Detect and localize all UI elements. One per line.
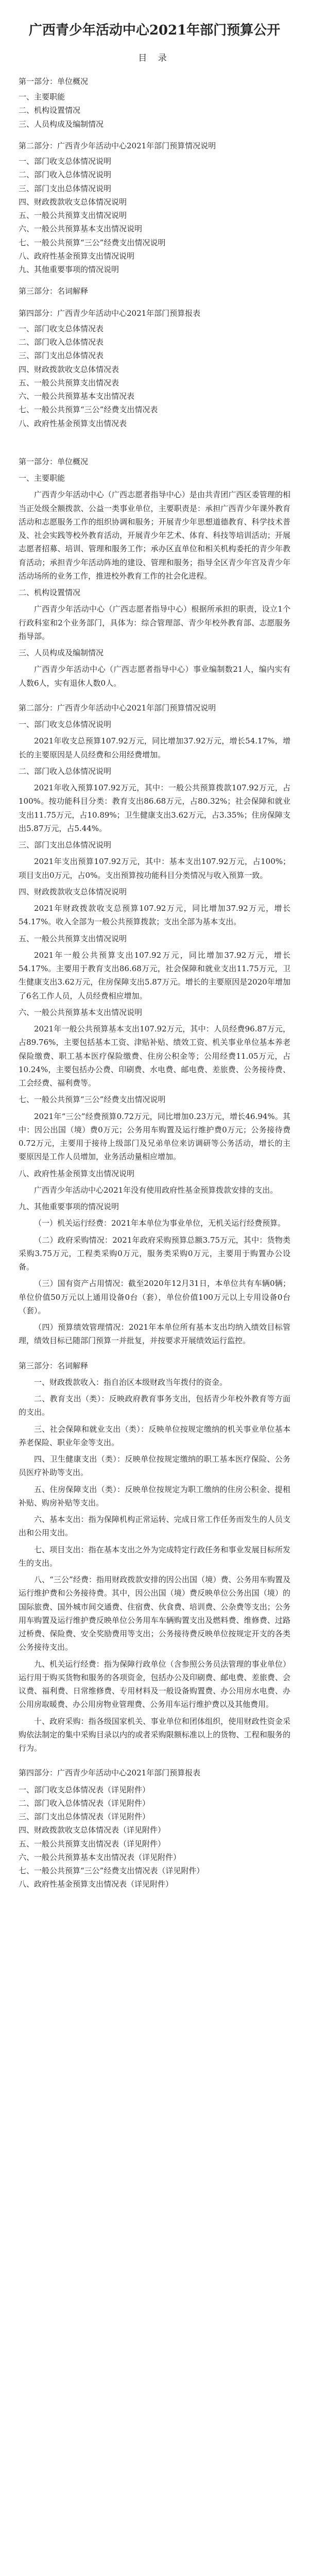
toc-part-label: 第四部分：广西青少年活动中心2021年部门预算报表 — [19, 308, 201, 318]
toc-entry: 七、一般公共预算“三公”经费支出情况表 — [19, 405, 158, 415]
toc-entry: 一、部门收支总体情况表 — [19, 324, 104, 333]
toc-entry: 五、一般公共预算支出情况说明 — [19, 211, 127, 221]
glossary-term: 五、住房保障支出（类）：反映单位按规定为职工缴纳的住房公积金、提租补贴、购房补贴等支出。 — [19, 1484, 290, 1507]
section-heading: 八、政府性基金预算支出情况说明 — [19, 1168, 135, 1178]
body-paragraph: （一）机关运行经费：2021年本单位为事业单位，无机关运行经费预算。 — [34, 1218, 286, 1228]
toc-entry: 八、政府性基金预算支出情况说明 — [19, 251, 135, 261]
toc-entry: 三、部门支出总体情况表 — [19, 351, 104, 361]
body-paragraph: 2021年财政拨款收支总预算107.92万元，同比增加37.92万元，增长54.17%。收入全部为一般公共预算拨款；支出全部为基本支出。 — [19, 904, 290, 927]
document-title: 广西青少年活动中心2021年部门预算公开 — [28, 23, 281, 38]
glossary-term: 三、社会保障和就业支出（类）：反映单位按规定缴纳的机关事业单位基本养老保险、职业年金等支出。 — [19, 1424, 290, 1447]
report-table-entry: 七、一般公共预算“三公”经费支出情况表（详见附件） — [19, 1866, 204, 1876]
body-paragraph: （四）预算绩效管理情况：2021年本单位所有基本支出均纳入绩效目标管理，绩效目标已随部门预算一并批复，并按要求开展绩效运行监控。 — [19, 1323, 290, 1346]
glossary-term: 十、政府采购：指各级国家机关、事业单位和团体组织，使用财政性资金采购依法制定的集中采购目录以内的或者采购限额标准以上的货物、工程和服务的行为。 — [19, 1716, 290, 1753]
glossary-term: 四、卫生健康支出（类）：反映单位按规定缴纳的职工基本医疗保险、公务员医疗补助等支出。 — [19, 1454, 290, 1478]
part-heading: 第三部分：名词解释 — [19, 1361, 89, 1370]
body-paragraph: 2021年“三公”经费预算0.72万元，同比增加0.23万元，增长46.94%。其中：因公出国（境）费0万元；公务用车购置及运行维护费0万元；公务接待费0.72万元，主要用于接待上级部门及兄弟单位来访调研等公务活动，增长的主要原因是工作人员增加，业务活动量相应增加。 — [19, 1111, 290, 1162]
section-heading: 一、部门收支总体情况说明 — [19, 720, 112, 730]
glossary-term: 二、教育支出（类）：反映政府教育事务支出，包括青少年校外教育等方面的支出。 — [19, 1394, 290, 1417]
glossary-term: 六、基本支出：指为保障机构正常运转、完成日常工作任务而发生的人员支出和公用支出。 — [19, 1515, 290, 1538]
report-table-entry: 五、一般公共预算支出情况表（详见附件） — [19, 1839, 166, 1849]
body-paragraph: 2021年一般公共预算支出107.92万元，同比增加37.92万元，增长54.17%。主要用于教育支出86.68万元，社会保障和就业支出11.75万元，卫生健康支出3.62万元，住房保障支出5.87万元。增长的主要原因是2020年增加了6名工作人员，人员经费相应增加。 — [19, 950, 290, 1001]
section-heading: 五、一般公共预算支出情况说明 — [19, 934, 127, 943]
report-table-entry: 三、部门支出总体情况表（详见附件） — [19, 1812, 150, 1822]
part-budget-tables — [19, 1766, 290, 1891]
toc-entry: 四、财政拨款收支总体情况说明 — [19, 197, 127, 207]
toc-entry: 一、主要职能 — [19, 92, 65, 102]
body-paragraph: 2021年支出预算107.92万元，其中：基本支出107.92万元，占100%；项目支出0万元，占0%。支出预算按功能科目分类情况与收入预算一致。 — [19, 857, 290, 880]
part-heading: 第二部分：广西青少年活动中心2021年部门预算情况说明 — [19, 703, 216, 713]
part-glossary — [19, 1359, 290, 1755]
section-heading: 三、人员构成及编制情况 — [19, 648, 104, 658]
toc-entry: 七、一般公共预算“三公”经费支出情况说明 — [19, 238, 166, 247]
toc-entry: 九、其他重要事项的情况说明 — [19, 265, 119, 275]
section-heading: 六、一般公共预算基本支出情况说明 — [19, 1007, 143, 1017]
section-heading: 四、财政拨款收支总体情况说明 — [19, 887, 127, 896]
body-paragraph: 2021年收入预算107.92万元，其中：一般公共预算拨款107.92万元，占100%。按功能科目分类：教育支出86.68万元，占80.32%；社会保障和就业支出11.75万元，占10.89%；卫生健康支出3.62万元，占3.35%；住房保障支出5.87万元，占5.44%。 — [19, 783, 290, 833]
report-table-entry: 六、一般公共预算基本支出情况表（详见附件） — [19, 1852, 181, 1862]
section-heading: 九、其他重要事项的情况说明 — [19, 1202, 119, 1212]
toc-entry: 二、部门收入总体情况表 — [19, 337, 104, 347]
part-heading: 第四部分：广西青少年活动中心2021年部门预算报表 — [19, 1768, 201, 1778]
report-table-entry: 一、部门收支总体情况表（详见附件） — [19, 1785, 150, 1794]
toc-entry: 二、部门收入总体情况说明 — [19, 170, 112, 180]
toc-entry: 八、政府性基金预算支出情况表 — [19, 418, 127, 428]
toc-entry: 三、人员构成及编制情况 — [19, 119, 104, 129]
body-paragraph: 广西青少年活动中心（广西志愿者指导中心）根据所承担的职责，设立1个行政科室和2个业务部门，具体为：综合管理部、青少年校外教育部、志愿服务指导部。 — [19, 604, 290, 641]
glossary-term: 七、项目支出：指在基本支出之外为完成特定行政任务和事业发展目标所发生的支出。 — [19, 1545, 290, 1568]
section-heading: 二、机构设置情况 — [19, 588, 81, 598]
glossary-term: 一、财政拨款收入：指自治区本级财政当年拨付的资金。 — [34, 1377, 228, 1387]
glossary-term: 八、“三公”经费：指用财政拨款安排的因公出国（境）费、公务用车购置及运行维护费和公务接待费。其中，因公出国（境）费反映单位公务出国（境）的国际旅费、国外城市间交通费、住宿费、伙食费、培训费、公杂费等支出；公务用车购置及运行维护费反映单位公务用车车辆购置支出及燃料费、维修费、过路过桥费、保险费、安全奖励费用等支出；公务接待费反映单位按规定开支的各类公务接待支出。 — [19, 1575, 290, 1652]
toc-part-label: 第三部分：名词解释 — [19, 286, 89, 296]
report-table-entry: 四、财政拨款收支总体情况表（详见附件） — [19, 1825, 166, 1835]
toc-part-label: 第二部分：广西青少年活动中心2021年部门预算情况说明 — [19, 141, 216, 150]
toc-entry: 四、财政拨款收支总体情况表 — [19, 364, 119, 374]
part-unit-overview — [19, 455, 290, 690]
body-paragraph: （三）国有资产占用情况：截至2020年12月31日，本单位共有车辆0辆；单位价值50万元以上通用设备0台（套），单位价值100万元以上专用设备0台（套）。 — [19, 1279, 290, 1315]
part-budget-explanation — [19, 701, 290, 1348]
section-heading: 二、部门收入总体情况说明 — [19, 766, 112, 776]
toc-entry: 五、一般公共预算支出情况表 — [19, 378, 119, 387]
body-paragraph: 2021年一般公共预算基本支出107.92万元，其中：人员经费96.87万元，占89.76%，主要包括基本工资、津贴补贴、绩效工资、机关事业单位基本养老保险缴费、职工基本医疗保险缴费、住房公积金等；公用经费11.05万元，占10.24%，主要包括办公费、印刷费、水电费、邮电费、差旅费、公务接待费、工会经费、福利费等。 — [19, 1024, 290, 1088]
body-paragraph: 广西青少年活动中心2021年没有使用政府性基金预算拨款安排的支出。 — [34, 1185, 278, 1195]
section-heading: 三、部门支出总体情况说明 — [19, 840, 112, 850]
toc-entry: 六、一般公共预算基本支出情况说明 — [19, 224, 143, 234]
section-heading: 七、一般公共预算“三公”经费支出情况说明 — [19, 1095, 166, 1105]
part-heading: 第一部分：单位概况 — [19, 456, 89, 466]
report-table-entry: 八、政府性基金预算支出情况表（详见附件） — [19, 1879, 174, 1889]
body-paragraph: 2021年收支总预算107.92万元，同比增加37.92万元，增长54.17%，增长的主要原因是人员经费和公用经费增加。 — [19, 736, 290, 759]
toc-entry: 二、机构设置情况 — [19, 106, 81, 115]
glossary-term: 九、机关运行经费：指为保障行政单位（含参照公务员法管理的事业单位）运行用于购买货物和服务的各项资金，包括办公及印刷费、邮电费、差旅费、会议费、福利费、日常维修费、专用材料及一般设备购置费、办公用房水电费、办公用房取暖费、办公用房物业管理费、公务用车运行维护费以及其他费用。 — [19, 1659, 290, 1709]
report-table-entry: 二、部门收入总体情况表（详见附件） — [19, 1798, 150, 1808]
toc-part-label: 第一部分：单位概况 — [19, 76, 89, 86]
table-of-contents — [19, 75, 290, 430]
toc-entry: 三、部门支出总体情况说明 — [19, 183, 112, 193]
section-heading: 一、主要职能 — [19, 473, 65, 483]
body-paragraph: （二）政府采购情况：2021年政府采购预算总额3.75万元，其中：货物类采购3.75万元，工程类采购0万元，服务类采购0万元，主要用于购置办公设备。 — [19, 1235, 290, 1272]
toc-entry: 一、部门收支总体情况说明 — [19, 157, 112, 166]
toc-entry: 六、一般公共预算基本支出情况表 — [19, 392, 135, 401]
body-paragraph: 广西青少年活动中心（广西志愿者指导中心）是由共青团广西区委管理的相当正处级全额拨款、公益一类事业单位，主要职责是：承担广西青少年课外教育活动和志愿服务工作的组织协调和服务；开展青少年思想道德教育、科学技术普及、社会实践等校外教育活动，开展青少年艺术、体育、科技等培训活动；开展志愿者招募、培训、管理和服务工作；承办区直单位和相关机构委托的青少年教育活动；承担青少年活动阵地的建设、管理和服务；指导全区青少年宫及青少年活动场所的业务工作，推进校外教育工作的社会化进程。 — [19, 490, 290, 581]
toc-heading: 目 录 — [138, 53, 171, 64]
body-paragraph: 广西青少年活动中心（广西志愿者指导中心）事业编制数21人，编内实有人数6人，实有退休人数0人。 — [19, 665, 290, 688]
